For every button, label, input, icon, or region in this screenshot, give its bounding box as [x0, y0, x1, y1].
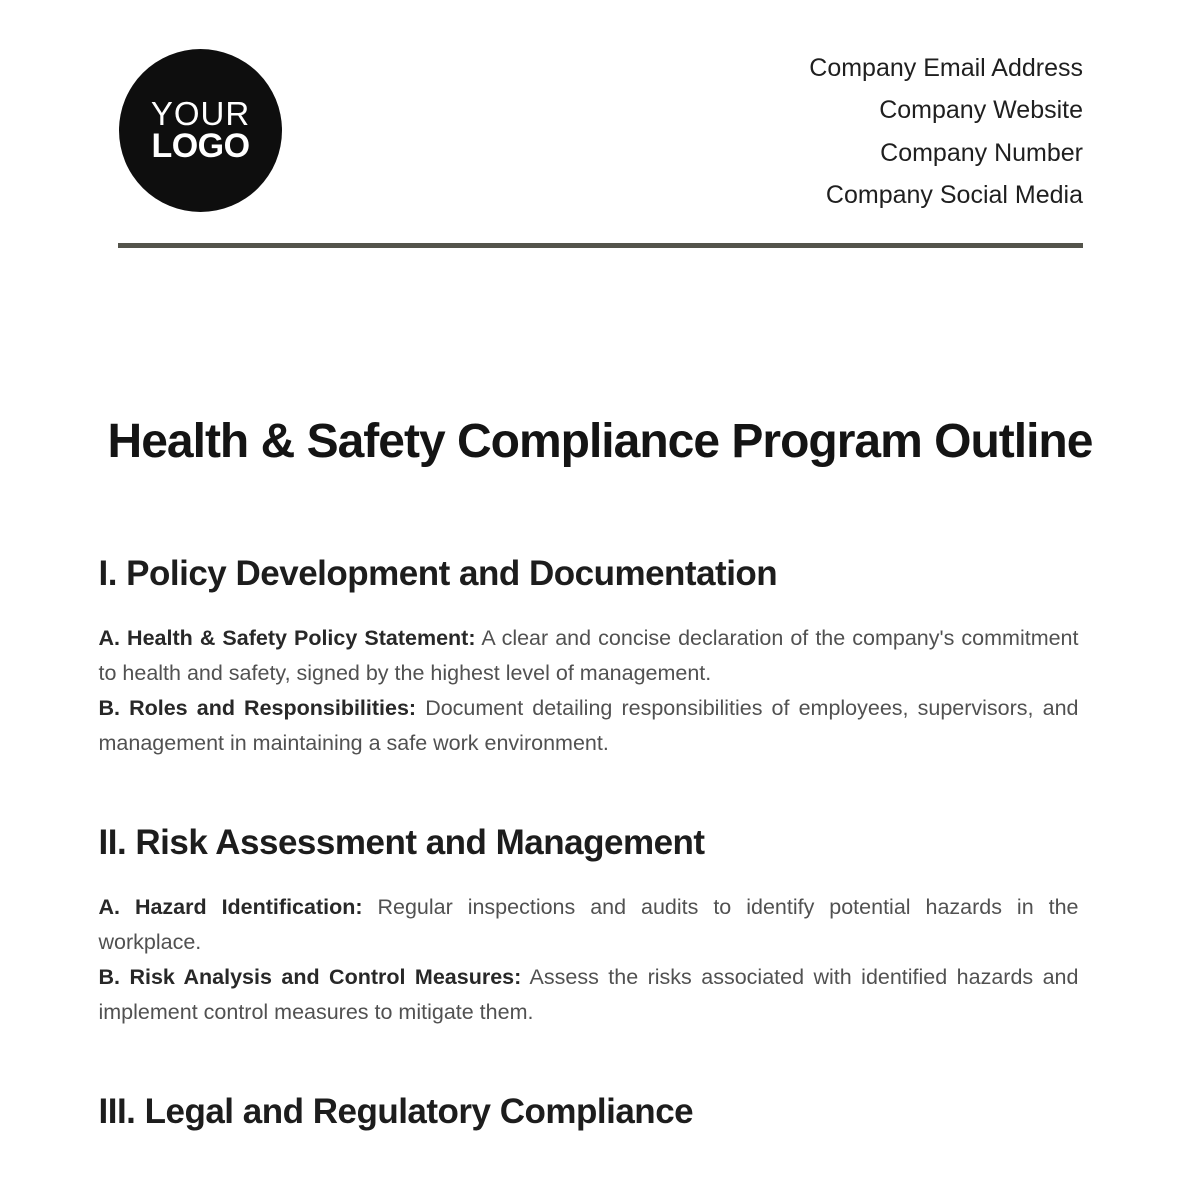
section-items	[99, 890, 1102, 1030]
section-heading-legal: III. Legal and Regulatory Compliance	[98, 1092, 694, 1131]
document-title: Health & Safety Compliance Program Outline	[107, 415, 1093, 468]
outline-item-risk-b	[99, 960, 1079, 1030]
outline-item-text: Assess the risks associated with identified hazards and implement control measures to mitigate them.	[98, 965, 1079, 1024]
contact-line-social: Company Social Media	[825, 180, 1083, 209]
header-divider	[118, 243, 1083, 248]
logo-text-logo: LOGO	[151, 127, 250, 165]
contact-line-number: Company Number	[880, 138, 1083, 167]
outline-item-label: A. Health & Safety Policy Statement:	[98, 626, 476, 650]
outline-item-risk-a	[99, 890, 1079, 960]
outline-item-label: B. Risk Analysis and Control Measures:	[98, 965, 522, 989]
outline-item-label: A. Hazard Identification:	[98, 895, 363, 919]
company-contact-info	[809, 47, 1083, 216]
section-legal-compliance	[99, 1090, 1102, 1134]
contact-line-website: Company Website	[879, 96, 1083, 125]
section-heading-risk: II. Risk Assessment and Management	[98, 823, 705, 862]
section-heading-policy: I. Policy Development and Documentation	[98, 554, 778, 593]
section-policy-development	[99, 552, 1102, 761]
section-risk-assessment	[99, 821, 1102, 1030]
company-logo	[119, 49, 282, 212]
document-body	[99, 413, 1102, 1134]
outline-item-text: A clear and concise declaration of the company's commitment to health and safety, signed by the highest level of management.	[98, 626, 1079, 685]
outline-item-policy-a	[99, 621, 1079, 691]
outline-item-policy-b	[99, 691, 1079, 761]
outline-item-text: Regular inspections and audits to identify potential hazards in the workplace.	[98, 895, 1079, 954]
outline-item-text: Document detailing responsibilities of employees, supervisors, and management in maintaining a safe work environment.	[98, 696, 1079, 755]
contact-line-email: Company Email Address	[809, 54, 1083, 82]
section-items	[99, 621, 1102, 761]
logo-text-your: YOUR	[150, 95, 251, 132]
letterhead	[0, 0, 1200, 248]
outline-item-label: B. Roles and Responsibilities:	[98, 696, 417, 720]
